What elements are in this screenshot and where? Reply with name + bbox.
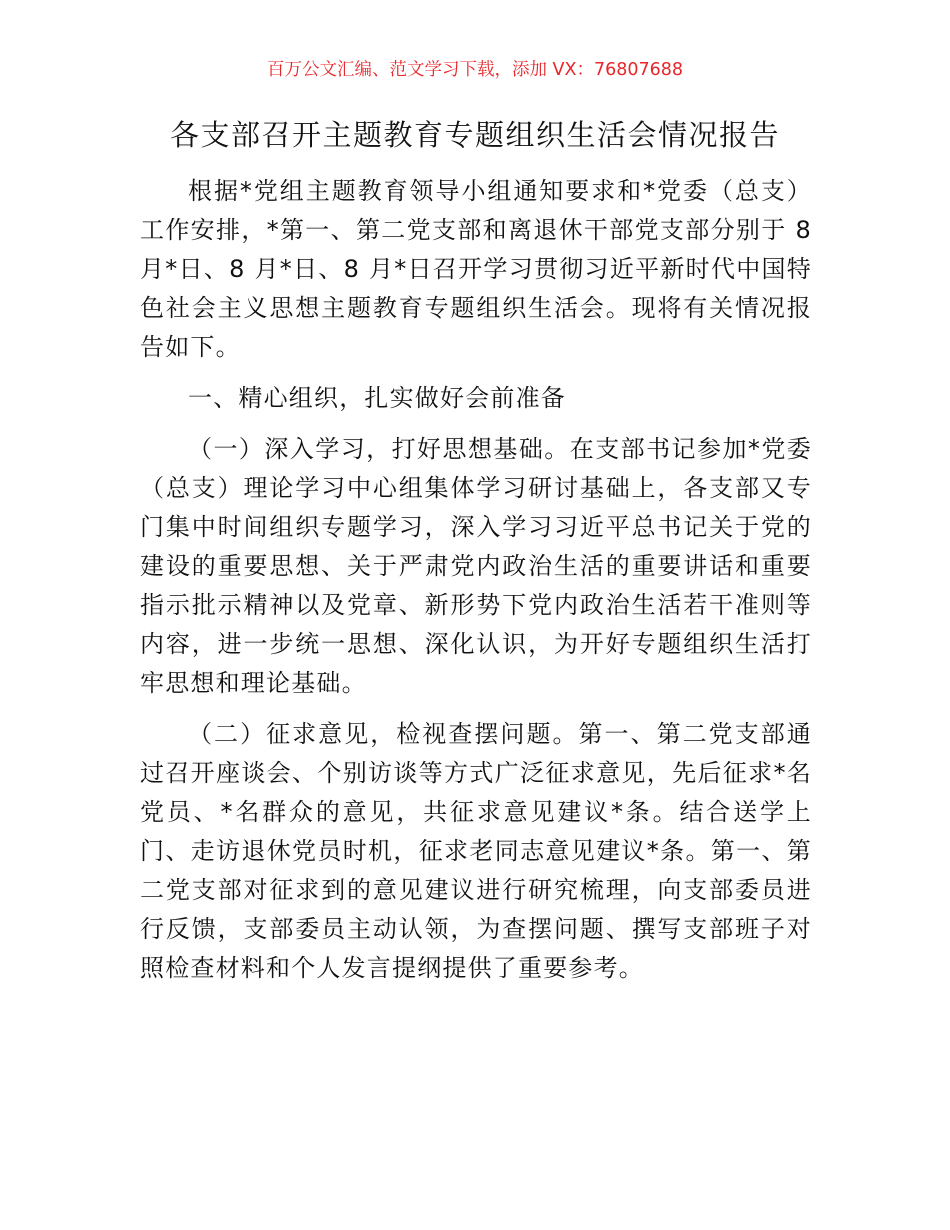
section-1-paragraph-2: （二）征求意见，检视查摆问题。第一、第二党支部通过召开座谈会、个别访谈等方式广泛征求意见，先后征求*名党员、*名群众的意见，共征求意见建议*条。结合送学上门、走访退休党员时机，征求老同志意见建议*条。第一、第二党支部对征求到的意见建议进行研究梳理，向支部委员进行反馈，支部委员主动认领，为查摆问题、撰写支部班子对照检查材料和个人发言提纲提供了重要参考。 xyxy=(140,720,812,982)
section-1-paragraph-1: （一）深入学习，打好思想基础。在支部书记参加*党委（总支）理论学习中心组集体学习研讨基础上，各支部又专门集中时间组织专题学习，深入学习习近平总书记关于党的建设的重要思想、关于严肃党内政治生活的重要讲话和重要指示批示精神以及党章、新形势下党内政治生活若干准则等内容，进一步统一思想、深化认识，为开好专题组织生活打牢思想和理论基础。 xyxy=(140,435,812,697)
document-body xyxy=(140,172,812,988)
header-note: 百万公文汇编、范文学习下载，添加 VX：76807688 xyxy=(266,60,684,80)
intro-paragraph: 根据*党组主题教育领导小组通知要求和*党委（总支）工作安排，*第一、第二党支部和离退休干部党支部分别于 8 月*日、8 月*日、8 月*日召开学习贯彻习近平新时代中国特色社会主义思想主题教育专题组织生活会。现将有关情况报告如下。 xyxy=(140,177,812,361)
section-heading-1: 一、精心组织，扎实做好会前准备 xyxy=(188,384,566,412)
document-title: 各支部召开主题教育专题组织生活会情况报告 xyxy=(169,118,780,152)
